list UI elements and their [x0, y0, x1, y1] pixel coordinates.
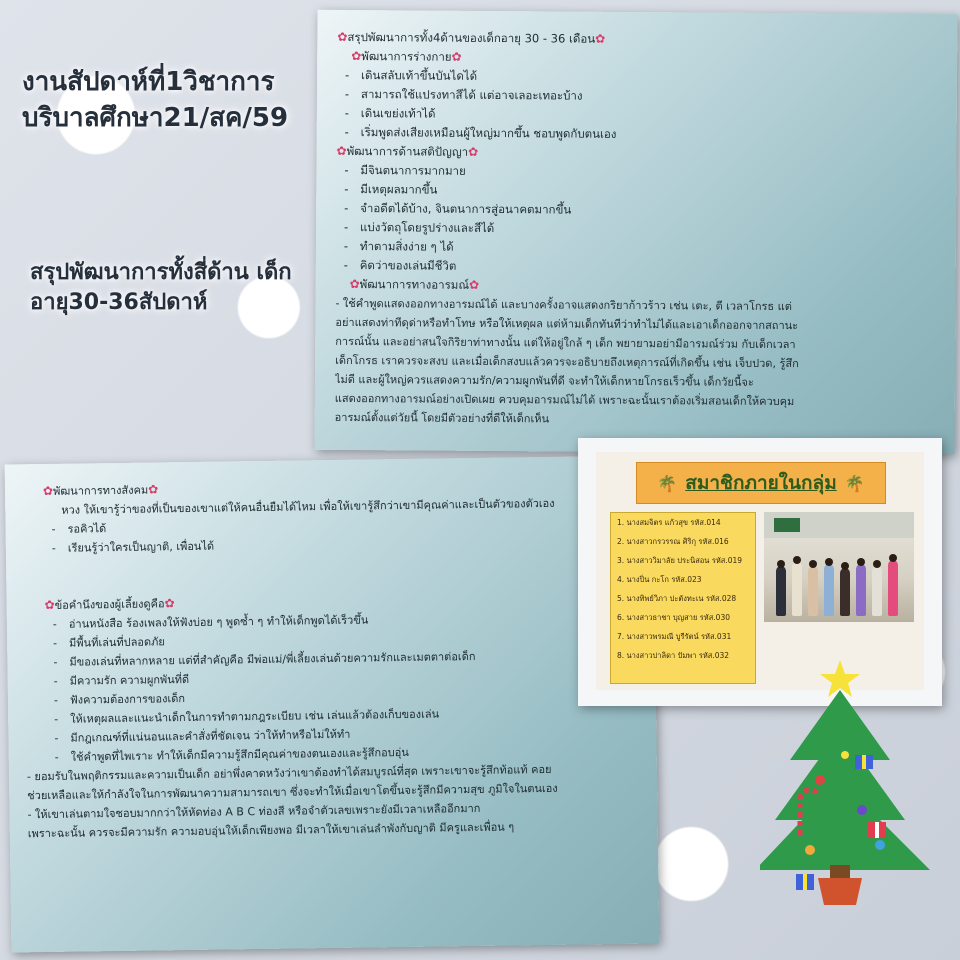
- list-item: - มีของเล่นที่หลากหลาย แต่ที่สำคัญคือ มีพ่อแม่/พี่เลี้ยงเล่นด้วยความรักและเมตตาต่อเด็ก: [45, 645, 641, 672]
- social-development-card: [5, 456, 660, 953]
- emotion-paragraph-line: เด็กโกรธ เราควรจะสงบ และเมื่อเด็กสงบแล้วควรจะอธิบายถึงเหตุการณ์ที่เกิดขึ้น เช่น เจ็บปวด, รู้สึก: [335, 353, 799, 371]
- list-item: - เดินสลับเท้าขึ้นบันไดได้: [337, 66, 943, 89]
- members-list: [610, 512, 756, 684]
- list-item: - จำอดีตได้บ้าง, จินตนาการสู่อนาคตมากขึ้น: [336, 199, 942, 222]
- christmas-tree-icon: [760, 660, 940, 910]
- list-item: - คิดว่าของเล่นมีชีวิต: [336, 256, 942, 279]
- list-item: - มีกฎเกณฑ์ที่แน่นอนและคำสั่งที่ชัดเจน ว่าให้ทำหรือไม่ให้ทำ: [46, 721, 642, 748]
- flower-icon: ✿: [44, 597, 55, 613]
- member-item: 2. นางสาวกรวรรณ ศิริกุ รหัส.016: [617, 537, 729, 546]
- development-summary-card: [314, 10, 957, 454]
- list-item: - ให้เหตุผลและแนะนำเด็กในการทำตามกฎระเบียบ เช่น เล่นแล้วต้องเก็บของเล่น: [46, 702, 642, 729]
- flower-icon: ✿: [164, 596, 175, 611]
- emotion-paragraph-line: - ใช้คำพูดแสดงออกทางอารมณ์ได้ และบางครั้งอาจแสดงกริยาก้าวร้าว เช่น เตะ, ตี เวลาโกรธ แต่: [335, 296, 792, 314]
- flower-icon: ✿: [451, 49, 462, 64]
- social-heading: ✿พัฒนาการทางสังคม✿: [42, 482, 159, 499]
- advice-paragraph-line: - ยอมรับในพฤติกรรมและความเป็นเด็ก อย่าพึ่งคาดหวังว่าเขาต้องทำได้สมบูรณ์ที่สุด เพราะเขาจะรู้สึกท้อแท้ คอย: [26, 762, 552, 784]
- member-item: 4. นางปิ่น กะโก รหัส.023: [617, 575, 702, 584]
- member-item: 3. นางสาววิมาลัย ประนิสอน รหัส.019: [617, 556, 743, 565]
- palm-tree-icon: 🌴: [657, 473, 678, 493]
- list-item: - อ่านหนังสือ ร้องเพลงให้ฟังบ่อย ๆ พูดซ้ำ ๆ ทำให้เด็กพูดได้เร็วขึ้น: [45, 607, 641, 634]
- list-item: - เดินเขย่งเท้าได้: [337, 104, 943, 127]
- week-title: งานสัปดาห์ที่1วิชาการบริบาลศึกษา21/สค/59: [22, 67, 289, 133]
- list-item: - ใช้คำพูดที่ไพเราะ ทำให้เด็กมีความรู้สึกมีคุณค่าของตนเองและรู้สึกอบอุ่น: [47, 740, 643, 767]
- advice-paragraph-line: - ให้เขาเล่นตามใจชอบมากกว่าให้หัดท่อง A B C ท่องสี หรือจำตัวเลขเพราะยังมีเวลาเหลืออีกมาก: [27, 801, 481, 822]
- list-item: - มีพื้นที่เล่นที่ปลอดภัย: [45, 626, 641, 653]
- gift-icon: [868, 822, 886, 838]
- group-photo: [764, 512, 914, 622]
- slide-title-box: [636, 462, 886, 504]
- member-item: 6. นางสาวธาชา บุญสาย รหัส.030: [617, 613, 730, 622]
- flower-icon: ✿: [351, 49, 362, 64]
- gift-icon: [855, 755, 873, 769]
- emotion-paragraph-line: การณ์นั้น และอย่าสนใจกิริยาท่าทางนั้น แต่ให้อยู่ใกล้ ๆ เด็ก พยายามอย่ามีอารมณ์ร่วม กับเด็กเวลา: [335, 334, 796, 352]
- member-item: 1. นางสมจิตร แก้วสุข รหัส.014: [617, 518, 721, 527]
- flower-icon: ✿: [336, 143, 347, 158]
- list-item: - มีจินตนาการมากมาย: [336, 161, 942, 184]
- flower-icon: ✿: [42, 483, 54, 499]
- flower-icon: ✿: [349, 277, 360, 292]
- social-intro: หวง ให้เขารู้ว่าของที่เป็นของเขาแต่ให้คนอื่นยืมได้ไหม เพื่อให้เขารู้สึกว่าเขามีคุณค่าและเป็นตัวของตัวเอง: [61, 496, 555, 517]
- member-item: 5. นางทิพย์วิภา ปะตังทะเน รหัส.028: [617, 594, 737, 603]
- list-item: - สามารถใช้แปรงทาสีได้ แต่อาจเลอะเทอะบ้าง: [337, 85, 943, 108]
- palm-tree-icon: 🌴: [844, 473, 865, 493]
- emotion-heading: ✿พัฒนาการทางอารมณ์✿: [349, 277, 480, 292]
- emotion-paragraph-line: อย่าแสดงท่าทีดุด่าหรือทำโทษ หรือให้เหตุผล แต่ห้ามเด็กทันทีว่าทำไม่ได้และเอาเด็กออกจากสถานะ: [335, 315, 799, 333]
- slide: [596, 452, 924, 690]
- list-item: - มีเหตุผลมากขึ้น: [336, 180, 942, 203]
- list-item: - เริ่มพูดส่งเสียงเหมือนผู้ใหญ่มากขึ้น ชอบพูดกับตนเอง: [337, 123, 943, 146]
- emotion-paragraph-line: แสดงออกทางอารมณ์อย่างเปิดเผย ควบคุมอารมณ์ไม่ได้ เพราะฉะนั้นเราต้องเริ่มสอนเด็กให้ควบคุม: [334, 391, 795, 409]
- advice-heading: ✿ข้อคำนึงของผู้เลี้ยงดูคือ✿: [44, 596, 175, 613]
- list-item: - ฟังความต้องการของเด็ก: [46, 683, 642, 710]
- list-item: - เรียนรู้ว่าใครเป็นญาติ, เพื่อนได้: [44, 531, 640, 558]
- list-item: - แบ่งวัตถุโดยรูปร่างและสีได้: [336, 218, 942, 241]
- list-item: - มีความรัก ความผูกพันที่ดี: [46, 664, 642, 691]
- physical-heading: ✿พัฒนาการร่างกาย✿: [351, 49, 462, 64]
- summary-title: สรุปพัฒนาการทั้งสี่ด้าน เด็กอายุ30-36สัปดาห์: [30, 260, 292, 315]
- flower-icon: ✿: [595, 31, 606, 46]
- member-item: 8. นางสาวปาลิดา ปัมพา รหัส.032: [617, 651, 730, 660]
- emotion-paragraph-line: ไม่ดี และผู้ใหญ่ควรแสดงความรัก/ความผูกพันที่ดี จะทำให้เด็กหายโกรธเร็วขึ้น เด็กวัยนี้จะ: [334, 372, 754, 389]
- advice-paragraph-line: ช่วยเหลือและให้กำลังใจในการพัฒนาความสามารถเขา ซึ่งจะทำให้เมื่อเขาโตขึ้นจะรู้สึกมีความสุข ภูมิใจในตนเอง: [27, 781, 558, 803]
- summary-heading: ✿สรุปพัฒนาการทั้ง4ด้านของเด็กอายุ 30 - 36 เดือน✿: [337, 29, 606, 46]
- slide-title: สมาชิกภายในกลุ่ม: [685, 472, 837, 494]
- advice-paragraph-line: เพราะฉะนั้น ควรจะมีความรัก ความอบอุ่นให้เด็กเพียงพอ มีเวลาให้เขาเล่นลำพังกับญาติ มีครูและเพื่อน ๆ: [27, 820, 515, 841]
- member-item: 7. นางสาวพรมณี บูรีรัตน์ รหัส.031: [617, 632, 732, 641]
- list-item: - รอคิวได้: [43, 512, 639, 539]
- intellect-heading: ✿พัฒนาการด้านสติปัญญา✿: [336, 143, 479, 159]
- flower-icon: ✿: [468, 277, 480, 292]
- flower-icon: ✿: [148, 482, 159, 497]
- emotion-paragraph-line: อารมณ์ตั้งแต่วัยนี้ โดยมีตัวอย่างที่ดีให้เด็กเห็น: [334, 410, 550, 426]
- list-item: - ทำตามสิ่งง่าย ๆ ได้: [336, 237, 942, 260]
- gift-icon: [796, 874, 814, 890]
- flower-icon: ✿: [337, 29, 348, 44]
- flower-icon: ✿: [468, 144, 479, 159]
